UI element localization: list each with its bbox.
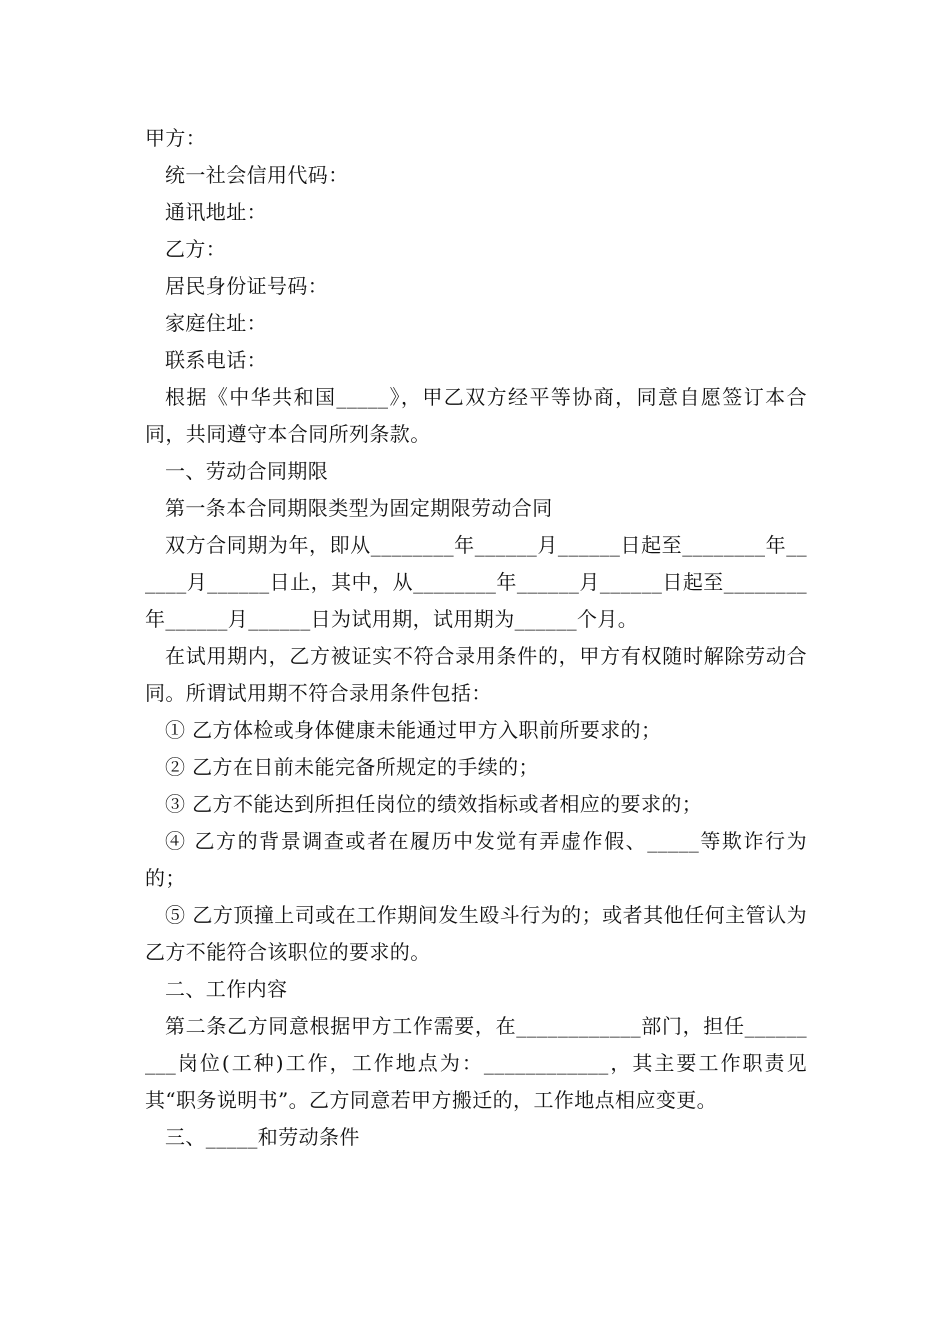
condition-2: ② 乙方在日前未能完备所规定的手续的； <box>165 755 539 779</box>
party-a-label: 甲方： <box>145 126 207 150</box>
section-1-title: 一、劳动合同期限 <box>165 459 329 483</box>
home-address-label: 家庭住址： <box>165 311 267 335</box>
address-label: 通讯地址： <box>165 200 267 224</box>
condition-1: ① 乙方体检或身体健康未能通过甲方入职前所要求的； <box>165 718 662 742</box>
phone-label: 联系电话： <box>165 348 267 372</box>
credit-code-label: 统一社会信用代码： <box>165 163 349 187</box>
article-2: 第二条乙方同意根据甲方工作需要，在____________部门，担任_________岗位(工种)工作，工作地点为：____________，其主要工作职责见其“职务说明书”。乙方同意若甲方搬迁的，工作地点相应变更。 <box>145 1014 807 1112</box>
condition-5: ⑤ 乙方顶撞上司或在工作期间发生殴斗行为的；或者其他任何主管认为乙方不能符合该职位的要求的。 <box>145 903 807 964</box>
probation-paragraph: 在试用期内，乙方被证实不符合录用条件的，甲方有权随时解除劳动合同。所谓试用期不符合录用条件包括： <box>145 644 807 705</box>
id-number-label: 居民身份证号码： <box>165 274 329 298</box>
term-paragraph: 双方合同期为年，即从________年______月______日起至________年______月______日止，其中，从________年______月______日起至________年______月______日为试用期，试用期为______个月。 <box>145 533 807 631</box>
preamble-paragraph: 根据《中华共和国_____》，甲乙双方经平等协商，同意自愿签订本合同，共同遵守本合同所列条款。 <box>145 385 807 446</box>
section-2-title: 二、工作内容 <box>165 977 288 1001</box>
section-3-title: 三、_____和劳动条件 <box>165 1125 360 1149</box>
condition-3: ③ 乙方不能达到所担任岗位的绩效指标或者相应的要求的； <box>165 792 703 816</box>
article-1: 第一条本合同期限类型为固定期限劳动合同 <box>165 496 553 520</box>
condition-4: ④ 乙方的背景调查或者在履历中发觉有弄虚作假、_____等欺诈行为的； <box>145 829 807 890</box>
contract-body <box>145 120 807 1156</box>
party-b-label: 乙方： <box>165 237 227 261</box>
